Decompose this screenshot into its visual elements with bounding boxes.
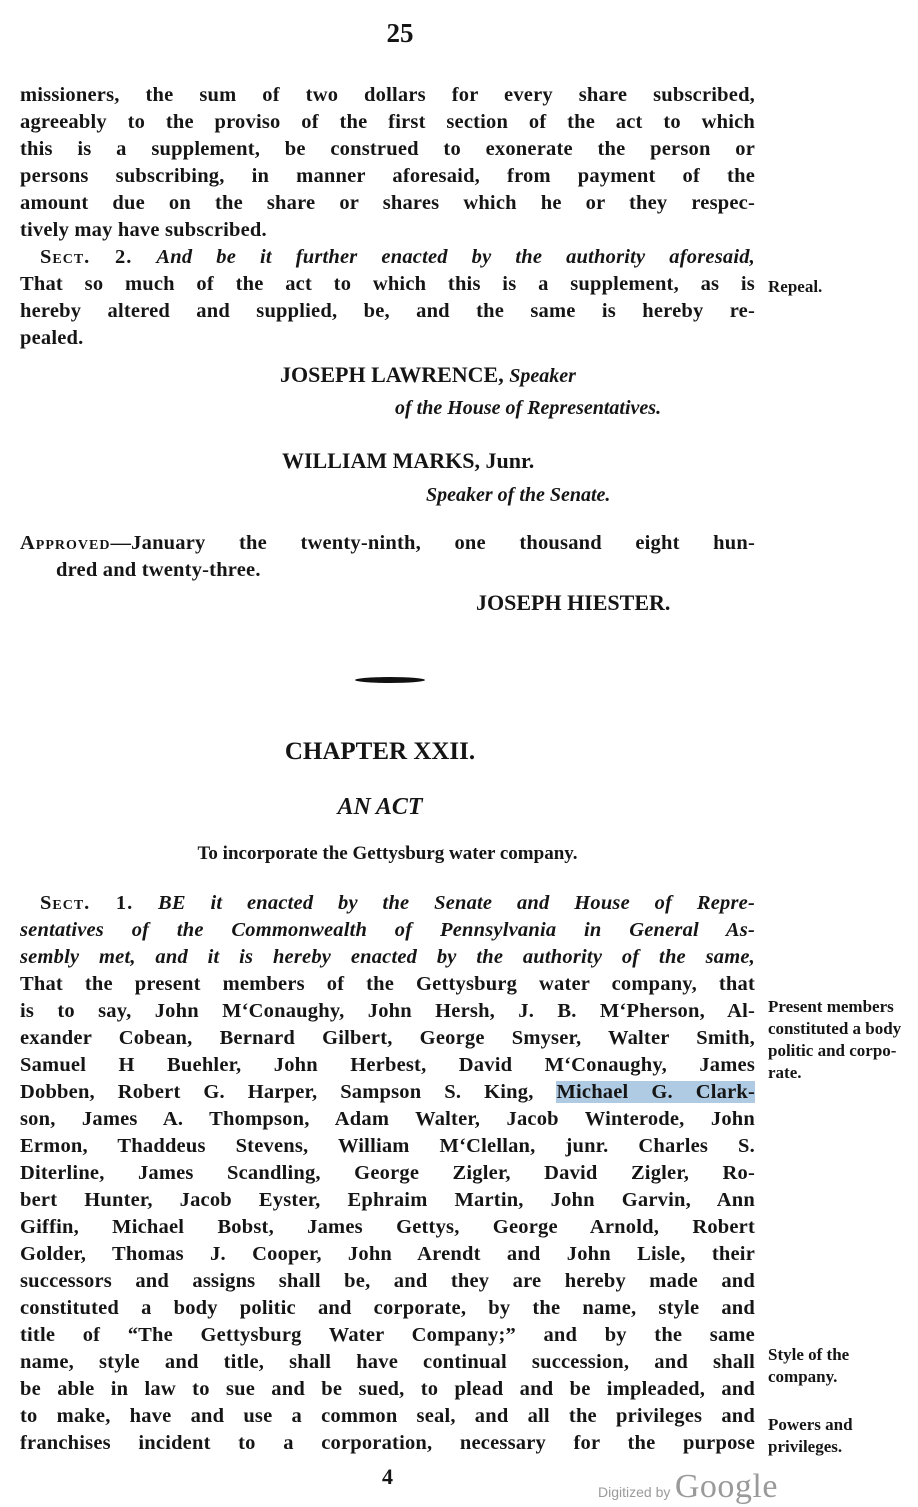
section-2-heading — [20, 244, 755, 271]
text-line: dred and twenty-three. — [56, 559, 261, 581]
text-line: missioners, the sum of two dollars for every share subscribed, — [20, 84, 755, 106]
highlighted-name[interactable]: Michael G. Clark- — [556, 1081, 756, 1103]
act-title: AN ACT — [337, 794, 423, 820]
speaker-house-title-line: of the House of Representatives. — [395, 397, 662, 419]
margin-note-powers: Powers and privileges. — [768, 1415, 853, 1456]
act-subtitle: To incorporate the Gettysburg water company. — [197, 843, 578, 864]
text-line: this is a supplement, be construed to exonerate the person or — [20, 138, 755, 160]
text-line: pealed. — [20, 327, 84, 349]
text-line: name, style and title, shall have continual succession, and shall — [20, 1351, 755, 1373]
text-line: be able in law to sue and be sued, to plead and be impleaded, and — [20, 1378, 755, 1400]
section-1-heading: Sect. 1. BE it enacted by the Senate and House of Repre- — [40, 892, 755, 914]
margin-note-repeal: Repeal. — [768, 277, 823, 296]
section-1-paragraph — [20, 890, 755, 1457]
page-number: 25 — [386, 18, 414, 48]
speaker-senate-name: WILLIAM MARKS, Junr. — [282, 448, 535, 473]
text-line: is to say, John M‘Conaughy, John Hersh, J. B. M‘Pherson, Al- — [20, 1000, 755, 1022]
text-line: franchises incident to a corporation, necessary for the purpose — [20, 1432, 755, 1454]
approved-label: Approved — [20, 532, 111, 554]
text-line: title of “The Gettysburg Water Company;” and by the same — [20, 1324, 755, 1346]
text-line: successors and assigns shall be, and they are hereby made and — [20, 1270, 755, 1292]
text-line: That the present members of the Gettysburg water company, that — [20, 973, 755, 995]
margin-note-style: Style of the company. — [768, 1345, 850, 1386]
text-line: Giffin, Michael Bobst, James Gettys, George Arnold, Robert — [20, 1216, 755, 1238]
text-line: Samuel H Buehler, John Herbest, David M‘Conaughy, James — [20, 1054, 755, 1076]
text-line: sentatives of the Commonwealth of Pennsylvania in General As- — [20, 919, 755, 941]
governor-signature: JOSEPH HIESTER. — [476, 590, 671, 615]
text-line: That so much of the act to which this is a supplement, as is — [20, 273, 755, 295]
speaker-house-signature — [280, 362, 576, 388]
speaker-senate-title-line: Speaker of the Senate. — [426, 484, 611, 506]
text-line: constituted a body politic and corporate, by the name, style and — [20, 1297, 755, 1319]
text-line: hereby altered and supplied, be, and the same is hereby re- — [20, 300, 755, 322]
approval-paragraph — [20, 530, 755, 584]
section-intro: And be it further enacted by the authority aforesaid, — [156, 246, 756, 268]
section-label: Sect. 2. — [40, 246, 133, 268]
margin-note-present-members: Present members constituted a body politic and corpo-rate. — [768, 997, 902, 1082]
google-watermark — [598, 1468, 778, 1506]
text-line: exander Cobean, Bernard Gilbert, George Smyser, Walter Smith, — [20, 1027, 755, 1049]
highlighted-line: Dobben, Robert G. Harper, Sampson S. King, Michael G. Clark- — [20, 1081, 756, 1103]
text-line: tively may have subscribed. — [20, 219, 267, 241]
text-line: Golder, Thomas J. Cooper, John Arendt and John Lisle, their — [20, 1243, 755, 1265]
text-line: son, James A. Thompson, Adam Walter, Jacob Winterode, John — [20, 1108, 755, 1130]
text-line: persons subscribing, in manner aforesaid, from payment of the — [20, 165, 755, 187]
watermark-small: Digitized by — [598, 1484, 671, 1500]
text-line: amount due on the share or shares which he or they respec- — [20, 192, 755, 214]
section-label: Sect. 1. — [40, 892, 134, 914]
text-line: Diterline, James Scandling, George Zigler, David Zigler, Ro- — [20, 1162, 755, 1184]
speaker-house-title: Speaker — [509, 365, 576, 387]
text-line: to make, have and use a common seal, and all the privileges and — [20, 1405, 755, 1427]
text-line: sembly met, and it is hereby enacted by the authority of the same, — [20, 946, 755, 968]
approval-line: Approved—January the twenty-ninth, one thousand eight hun- — [20, 532, 755, 554]
watermark-logo: Google — [674, 1468, 778, 1505]
text-line: Ermon, Thaddeus Stevens, William M‘Clellan, junr. Charles S. — [20, 1135, 755, 1157]
speaker-house-name: JOSEPH LAWRENCE, — [280, 362, 504, 387]
text-line: agreeably to the proviso of the first section of the act to which — [20, 111, 755, 133]
chapter-title: CHAPTER XXII. — [284, 738, 476, 765]
opening-paragraph — [20, 82, 755, 352]
section-divider — [355, 677, 425, 683]
signature-mark: 4 — [382, 1464, 393, 1489]
text-line: bert Hunter, Jacob Eyster, Ephraim Martin, John Garvin, Ann — [20, 1189, 755, 1211]
